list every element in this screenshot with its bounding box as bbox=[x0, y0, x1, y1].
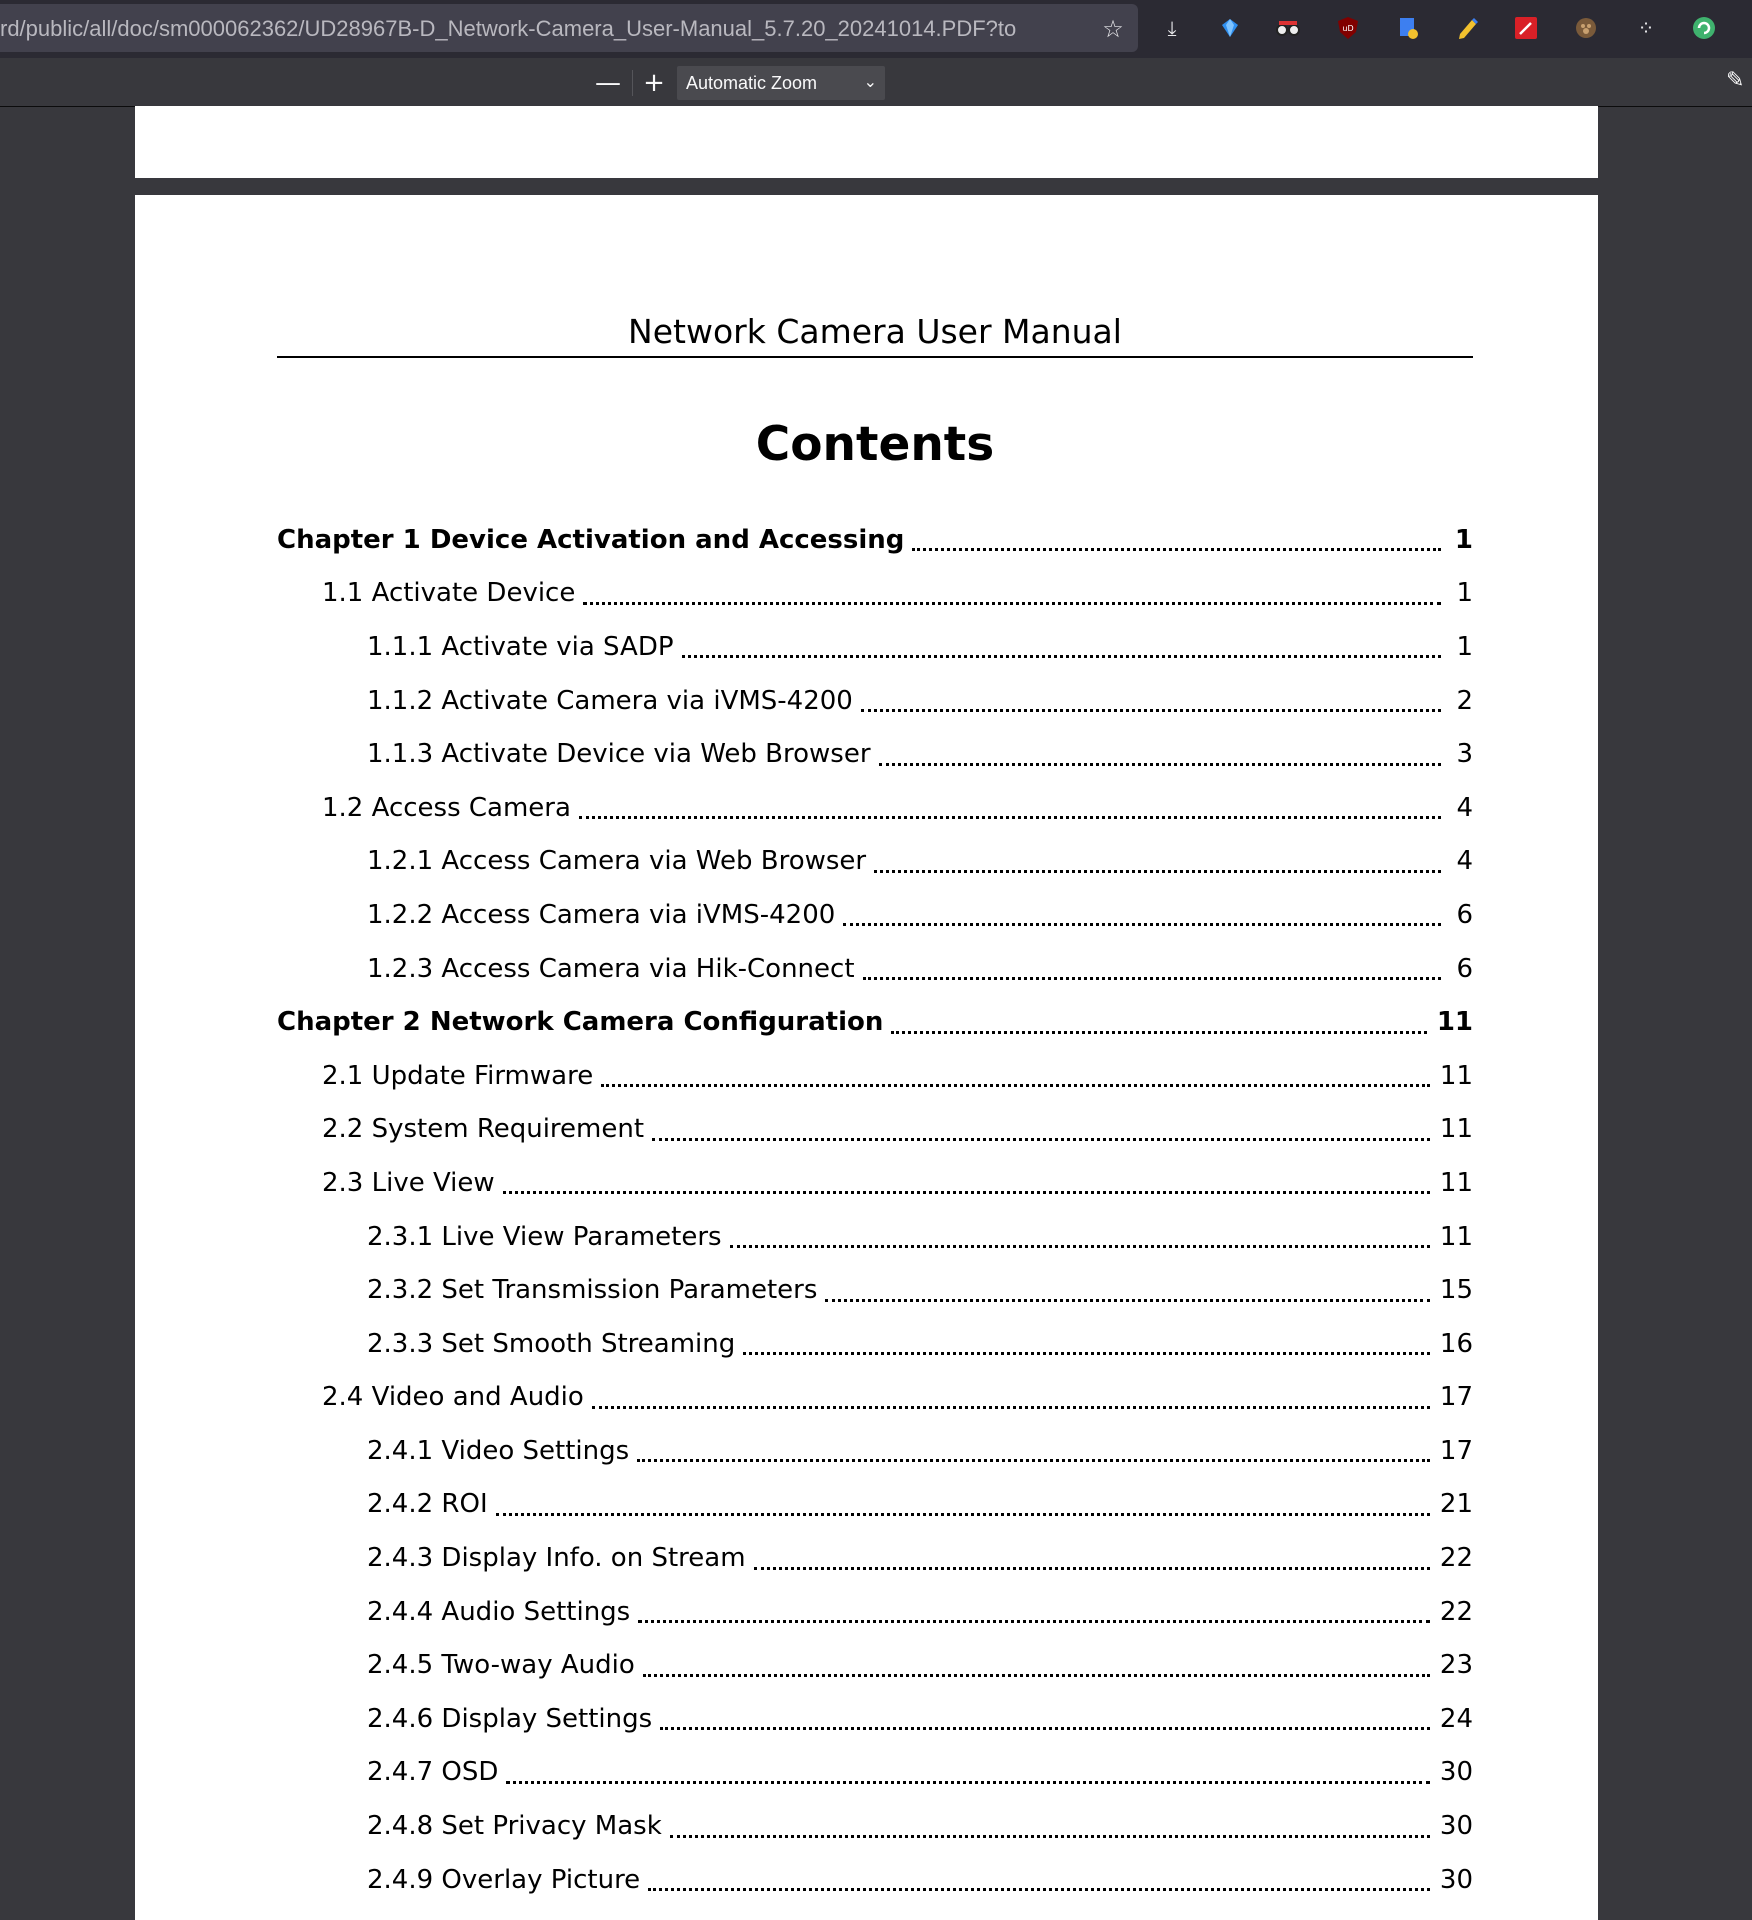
red-wand-extension-icon[interactable] bbox=[1512, 14, 1540, 42]
pencil-extension-icon[interactable] bbox=[1454, 14, 1482, 42]
toc-dot-leader bbox=[912, 522, 1441, 551]
toc-entry-title[interactable]: 2.4.4 Audio Settings bbox=[367, 1596, 631, 1627]
bookmark-star-icon[interactable]: ☆ bbox=[1102, 15, 1124, 43]
toc-page-number[interactable]: 4 bbox=[1456, 792, 1473, 823]
toc-page-number[interactable]: 23 bbox=[1439, 1650, 1473, 1681]
toc-entry-title[interactable]: 2.4 Video and Audio bbox=[322, 1382, 584, 1413]
toc-entry-title[interactable]: 2.2 System Requirement bbox=[322, 1114, 645, 1145]
toc-page-number[interactable]: 22 bbox=[1439, 1596, 1473, 1627]
toc-entry-title[interactable]: 2.4.8 Set Privacy Mask bbox=[367, 1811, 662, 1842]
toc-entry[interactable] bbox=[277, 1531, 1473, 1585]
toc-dot-leader bbox=[863, 951, 1441, 980]
toc-dot-leader bbox=[643, 1648, 1430, 1677]
table-of-contents bbox=[277, 513, 1473, 1906]
toc-entry[interactable] bbox=[277, 1103, 1473, 1157]
toc-dot-leader bbox=[652, 1112, 1430, 1141]
pdf-page-previous bbox=[135, 106, 1598, 178]
toc-page-number[interactable]: 16 bbox=[1439, 1328, 1473, 1359]
paw-extension-icon[interactable] bbox=[1572, 14, 1600, 42]
toc-page-number[interactable]: 1 bbox=[1454, 524, 1473, 555]
toc-entry-title[interactable]: 2.4.7 OSD bbox=[367, 1757, 499, 1788]
zoom-select-value: Automatic Zoom bbox=[686, 73, 818, 93]
toc-page-number[interactable]: 11 bbox=[1439, 1114, 1473, 1145]
toc-entry[interactable] bbox=[277, 1799, 1473, 1853]
toc-entry[interactable] bbox=[277, 1853, 1473, 1907]
toc-dot-leader bbox=[638, 1594, 1430, 1623]
toc-entry[interactable] bbox=[277, 1156, 1473, 1210]
toc-dot-leader bbox=[730, 1219, 1430, 1248]
toc-entry-title[interactable]: 2.4.1 Video Settings bbox=[367, 1435, 630, 1466]
toc-entry[interactable] bbox=[277, 1371, 1473, 1425]
toc-entry-title[interactable]: 1.2.3 Access Camera via Hik-Connect bbox=[367, 953, 855, 984]
toc-entry-title[interactable]: 2.4.6 Display Settings bbox=[367, 1703, 653, 1734]
toc-entry[interactable] bbox=[277, 1638, 1473, 1692]
browser-toolbar bbox=[0, 0, 1752, 58]
toc-entry-title[interactable]: 2.1 Update Firmware bbox=[322, 1060, 594, 1091]
toc-entry-title[interactable]: 1.1.2 Activate Camera via iVMS-4200 bbox=[367, 685, 853, 716]
toc-page-number[interactable]: 4 bbox=[1456, 846, 1473, 877]
toc-entry-title[interactable]: 1.1 Activate Device bbox=[322, 578, 576, 609]
toc-dot-leader bbox=[601, 1058, 1430, 1087]
toc-dot-leader bbox=[843, 897, 1441, 926]
file-extension-icon[interactable] bbox=[1394, 14, 1422, 42]
toc-page-number[interactable]: 30 bbox=[1439, 1757, 1473, 1788]
toc-entry[interactable] bbox=[277, 888, 1473, 942]
toc-page-number[interactable]: 11 bbox=[1436, 1007, 1473, 1038]
toc-page-number[interactable]: 3 bbox=[1456, 739, 1473, 770]
url-bar[interactable] bbox=[0, 4, 1138, 52]
toc-page-number[interactable]: 21 bbox=[1439, 1489, 1473, 1520]
toc-dot-leader bbox=[660, 1701, 1430, 1730]
toc-page-number[interactable]: 17 bbox=[1439, 1382, 1473, 1413]
toc-page-number[interactable]: 2 bbox=[1456, 685, 1473, 716]
toc-page-number[interactable]: 6 bbox=[1456, 953, 1473, 984]
svg-text:uD: uD bbox=[1342, 24, 1354, 33]
toc-entry-title[interactable]: 2.4.2 ROI bbox=[367, 1489, 488, 1520]
toc-page-number[interactable]: 30 bbox=[1439, 1811, 1473, 1842]
extensions-puzzle-icon[interactable]: ⁘ bbox=[1637, 16, 1655, 40]
pdf-toolbar bbox=[0, 58, 1752, 107]
toc-entry[interactable] bbox=[277, 1585, 1473, 1639]
toc-entry-title[interactable]: 2.4.5 Two-way Audio bbox=[367, 1650, 635, 1681]
toc-dot-leader bbox=[579, 790, 1441, 819]
toc-entry-title[interactable]: 1.2.1 Access Camera via Web Browser bbox=[367, 846, 867, 877]
toc-entry[interactable] bbox=[277, 567, 1473, 621]
toc-entry[interactable] bbox=[277, 1263, 1473, 1317]
toc-entry-title[interactable]: 2.4.3 Display Info. on Stream bbox=[367, 1543, 746, 1574]
toc-entry-title[interactable]: 2.3.3 Set Smooth Streaming bbox=[367, 1328, 736, 1359]
toc-page-number[interactable]: 22 bbox=[1439, 1543, 1473, 1574]
toc-entry[interactable] bbox=[277, 674, 1473, 728]
toc-entry-title[interactable]: 1.1.3 Activate Device via Web Browser bbox=[367, 739, 871, 770]
toc-entry-title[interactable]: Chapter 1 Device Activation and Accessing bbox=[277, 524, 905, 555]
toc-entry-title[interactable]: Chapter 2 Network Camera Configuration bbox=[277, 1007, 884, 1038]
toc-page-number[interactable]: 11 bbox=[1439, 1060, 1473, 1091]
contents-title: Contents bbox=[755, 417, 995, 472]
toc-dot-leader bbox=[874, 844, 1441, 873]
toc-entry-title[interactable]: 1.1.1 Activate via SADP bbox=[367, 631, 674, 662]
toc-dot-leader bbox=[825, 1273, 1429, 1302]
toc-entry[interactable] bbox=[277, 781, 1473, 835]
toc-page-number[interactable]: 1 bbox=[1456, 631, 1473, 662]
ublock-shield-icon[interactable] bbox=[1334, 14, 1362, 42]
toc-dot-leader bbox=[637, 1433, 1430, 1462]
zoom-out-button[interactable]: — bbox=[595, 68, 621, 98]
toc-dot-leader bbox=[648, 1862, 1430, 1891]
chevron-down-icon: ⌄ bbox=[863, 74, 877, 91]
edit-pdf-icon[interactable]: ✎ bbox=[1726, 68, 1745, 93]
toc-dot-leader bbox=[743, 1326, 1430, 1355]
toc-page-number[interactable]: 30 bbox=[1439, 1864, 1473, 1895]
header-rule bbox=[277, 356, 1473, 358]
toc-dot-leader bbox=[496, 1487, 1430, 1516]
toc-dot-leader bbox=[670, 1809, 1430, 1838]
zoom-select[interactable] bbox=[677, 66, 885, 100]
toc-entry-title[interactable]: 1.2.2 Access Camera via iVMS-4200 bbox=[367, 899, 836, 930]
toc-dot-leader bbox=[754, 1541, 1430, 1570]
toc-entry[interactable] bbox=[277, 727, 1473, 781]
toc-page-number[interactable]: 6 bbox=[1456, 899, 1473, 930]
toc-entry[interactable] bbox=[277, 1049, 1473, 1103]
glasses-extension-icon[interactable] bbox=[1274, 14, 1302, 42]
toc-entry[interactable] bbox=[277, 1746, 1473, 1800]
gem-extension-icon[interactable] bbox=[1216, 14, 1244, 42]
toc-dot-leader bbox=[891, 1005, 1426, 1034]
toc-dot-leader bbox=[503, 1165, 1430, 1194]
toc-entry[interactable] bbox=[277, 1478, 1473, 1532]
toc-entry[interactable] bbox=[277, 1210, 1473, 1264]
toc-page-number[interactable]: 15 bbox=[1439, 1275, 1473, 1306]
toc-page-number[interactable]: 24 bbox=[1439, 1703, 1473, 1734]
toolbar-separator bbox=[632, 70, 633, 96]
running-head: Network Camera User Manual bbox=[628, 312, 1122, 351]
toc-page-number[interactable]: 17 bbox=[1439, 1435, 1473, 1466]
toc-entry-title[interactable]: 2.4.9 Overlay Picture bbox=[367, 1864, 641, 1895]
toc-entry[interactable] bbox=[277, 942, 1473, 996]
url-text[interactable]: rd/public/all/doc/sm000062362/UD28967B-D_Network-Camera_User-Manual_5.7.20_20241014.PDF?to bbox=[0, 16, 1017, 41]
toc-entry-title[interactable]: 2.3 Live View bbox=[322, 1167, 495, 1198]
toc-page-number[interactable]: 11 bbox=[1439, 1167, 1473, 1198]
toc-entry-title[interactable]: 1.2 Access Camera bbox=[322, 792, 571, 823]
toc-chapter-entry[interactable] bbox=[277, 513, 1473, 567]
toc-dot-leader bbox=[861, 683, 1441, 712]
toc-entry[interactable] bbox=[277, 835, 1473, 889]
toc-entry[interactable] bbox=[277, 620, 1473, 674]
sync-icon[interactable] bbox=[1690, 14, 1718, 42]
toc-dot-leader bbox=[592, 1380, 1430, 1409]
toc-entry[interactable] bbox=[277, 1692, 1473, 1746]
toc-dot-leader bbox=[682, 629, 1441, 658]
toc-chapter-entry[interactable] bbox=[277, 995, 1473, 1049]
toc-entry-title[interactable]: 2.3.1 Live View Parameters bbox=[367, 1221, 722, 1252]
toc-dot-leader bbox=[879, 737, 1441, 766]
toc-entry[interactable] bbox=[277, 1317, 1473, 1371]
pdf-page bbox=[135, 195, 1598, 1920]
toc-dot-leader bbox=[506, 1755, 1429, 1784]
toc-entry[interactable] bbox=[277, 1424, 1473, 1478]
toc-dot-leader bbox=[583, 576, 1441, 605]
toc-page-number[interactable]: 1 bbox=[1456, 578, 1473, 609]
zoom-in-button[interactable]: + bbox=[643, 68, 665, 98]
toc-entry-title[interactable]: 2.3.2 Set Transmission Parameters bbox=[367, 1275, 818, 1306]
toc-page-number[interactable]: 11 bbox=[1439, 1221, 1473, 1252]
download-icon[interactable]: ⤓ bbox=[1167, 16, 1177, 40]
